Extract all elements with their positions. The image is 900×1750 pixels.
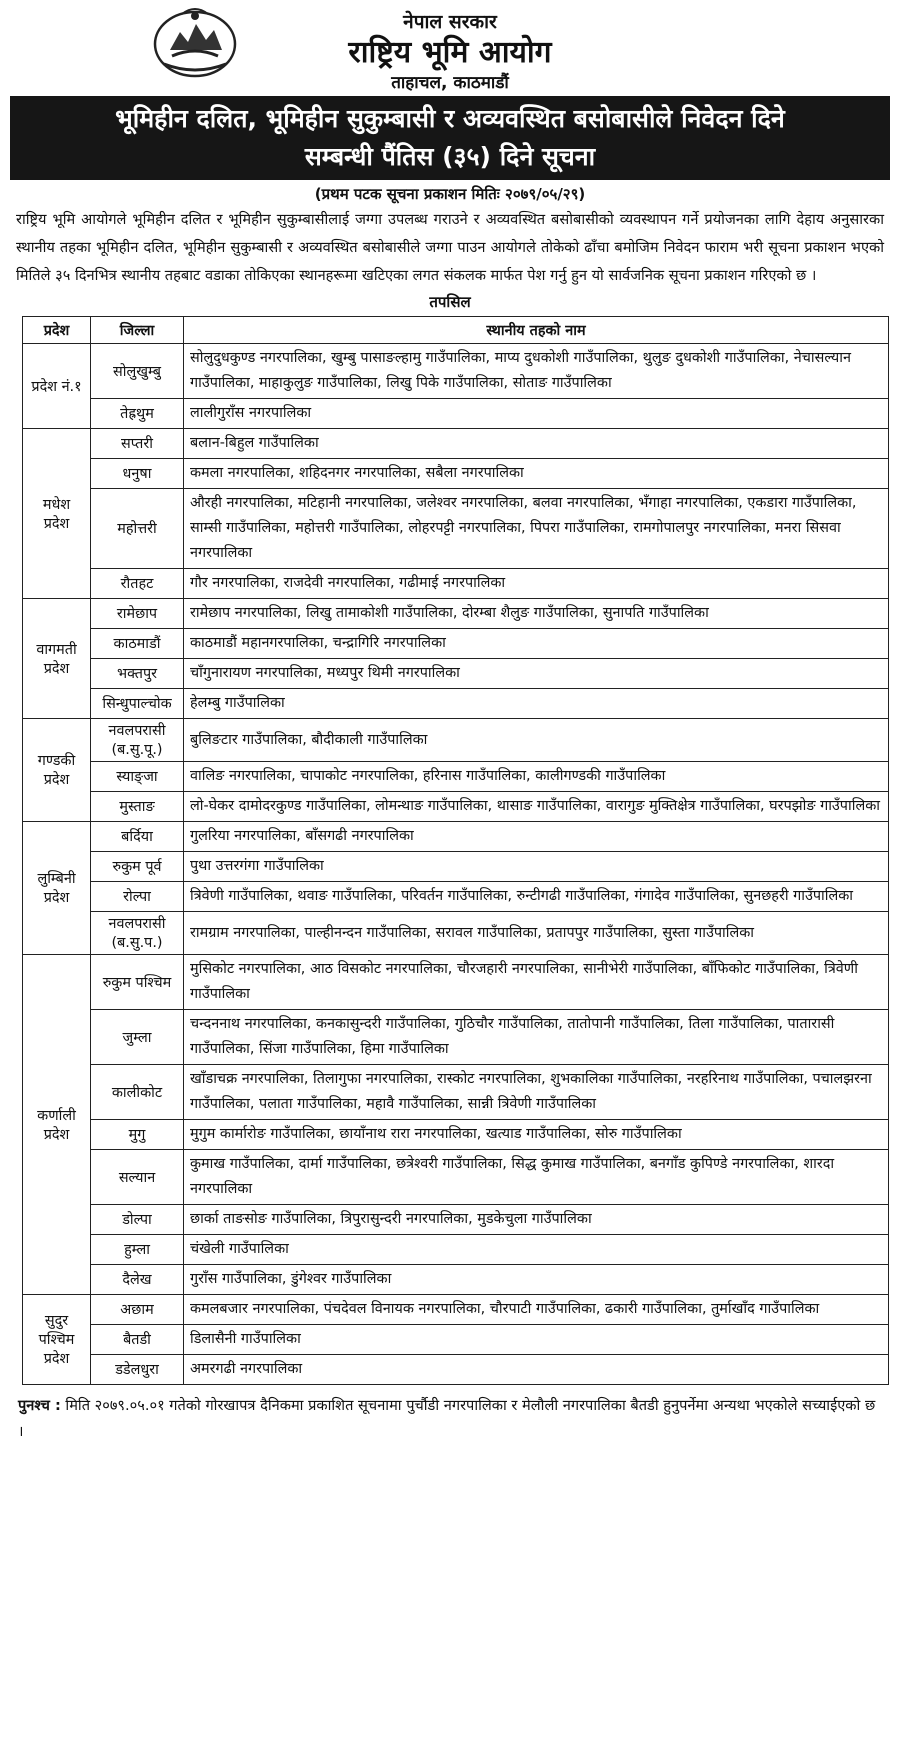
local-levels-cell: रामेछाप नगरपालिका, लिखु तामाकोशी गाउँपालिका, दोरम्बा शैलुङ गाउँपालिका, सुनापति गाउँपालिका xyxy=(184,599,889,629)
local-levels-cell: औरही नगरपालिका, मटिहानी नगरपालिका, जलेश्वर नगरपालिका, बलवा नगरपालिका, भँगाहा नगरपालिका, एकडारा गाउँपालिका, साम्सी गाउँपालिका, महोत्तरी गाउँपालिका, लोहरपट्टी नगरपालिका, पिपरा गाउँपालिका, रामगोपालपुर नगरपालिका, मनरा सिसवा नगरपालिका xyxy=(184,489,889,569)
table-row xyxy=(23,1120,889,1150)
intro-paragraph: राष्ट्रिय भूमि आयोगले भूमिहीन दलित र भूमिहीन सुकुम्बासीलाई जग्गा उपलब्ध गराउने र अव्यवस्थित बसोबासीको व्यवस्थापन गर्ने प्रयोजनका लागि देहाय अनुसारका स्थानीय तहका भूमिहीन दलित, भूमिहीन सुकुम्बासी र अव्यवस्थित बसोबासीले जग्गा पाउन आयोगले तोकेको ढाँचा बमोजिम निवेदन फाराम भरी सूचना प्रकाशन भएको मितिले ३५ दिनभित्र स्थानीय तहबाट वडाका तोकिएका स्थानहरूमा खटिएका लगत संकलक मार्फत पेश गर्नु हुन यो सार्वजनिक सूचना प्रकाशन गरिएको छ । xyxy=(16,211,884,284)
local-levels-cell: चंखेली गाउँपालिका xyxy=(184,1235,889,1265)
table-row xyxy=(23,659,889,689)
province-cell: सुदुर पश्चिम प्रदेश xyxy=(23,1295,91,1385)
local-levels-cell: छार्का ताङसोङ गाउँपालिका, त्रिपुरासुन्दरी नगरपालिका, मुडकेचुला गाउँपालिका xyxy=(184,1205,889,1235)
table-row xyxy=(23,489,889,569)
table-row xyxy=(23,1205,889,1235)
local-levels-cell: वालिङ नगरपालिका, चापाकोट नगरपालिका, हरिनास गाउँपालिका, कालीगण्डकी गाउँपालिका xyxy=(184,762,889,792)
district-cell: तेह्रथुम xyxy=(91,399,184,429)
table-body xyxy=(23,344,889,1385)
district-cell: सल्यान xyxy=(91,1150,184,1205)
district-cell: धनुषा xyxy=(91,459,184,489)
notice-title-line-1: भूमिहीन दलित, भूमिहीन सुकुम्बासी र अव्यवस्थित बसोबासीले निवेदन दिने xyxy=(115,104,785,133)
province-cell: प्रदेश नं.१ xyxy=(23,344,91,429)
table-row xyxy=(23,429,889,459)
province-cell: गण्डकी प्रदेश xyxy=(23,719,91,822)
table-row xyxy=(23,399,889,429)
local-levels-cell: काठमाडौं महानगरपालिका, चन्द्रागिरि नगरपालिका xyxy=(184,629,889,659)
local-levels-cell: कमला नगरपालिका, शहिदनगर नगरपालिका, सबैला नगरपालिका xyxy=(184,459,889,489)
district-cell: रुकुम पूर्व xyxy=(91,852,184,882)
local-levels-cell: चाँगुनारायण नगरपालिका, मध्यपुर थिमी नगरपालिका xyxy=(184,659,889,689)
table-row xyxy=(23,569,889,599)
table-row xyxy=(23,762,889,792)
notice-title-banner xyxy=(10,96,890,180)
government-name: नेपाल सरकार xyxy=(403,11,497,33)
district-cell: भक्तपुर xyxy=(91,659,184,689)
table-row xyxy=(23,1265,889,1295)
province-cell: वागमती प्रदेश xyxy=(23,599,91,719)
local-levels-cell: कमलबजार नगरपालिका, पंचदेवल विनायक नगरपालिका, चौरपाटी गाउँपालिका, ढकारी गाउँपालिका, तुर्माखाँद गाउँपालिका xyxy=(184,1295,889,1325)
local-levels-table xyxy=(22,316,889,1385)
district-cell: बैतडी xyxy=(91,1325,184,1355)
province-cell: मधेश प्रदेश xyxy=(23,429,91,599)
district-cell: जुम्ला xyxy=(91,1010,184,1065)
district-cell: रामेछाप xyxy=(91,599,184,629)
district-cell: स्याङ्जा xyxy=(91,762,184,792)
table-row xyxy=(23,882,889,912)
district-cell: महोत्तरी xyxy=(91,489,184,569)
district-cell: कालीकोट xyxy=(91,1065,184,1120)
table-row xyxy=(23,1355,889,1385)
local-levels-cell: गुलरिया नगरपालिका, बाँसगढी नगरपालिका xyxy=(184,822,889,852)
district-cell: डडेलधुरा xyxy=(91,1355,184,1385)
local-levels-cell: पुथा उत्तरगंगा गाउँपालिका xyxy=(184,852,889,882)
postscript-text: मिति २०७९.०५.०१ गतेको गोरखापत्र दैनिकमा प्रकाशित सूचनामा पुर्चौडी नगरपालिका र मेलौली नगरपालिका बैतडी हुनुपर्नेमा अन्यथा भएकोले सच्याईएको छ । xyxy=(18,1397,876,1440)
district-cell: नवलपरासी (ब.सु.प.) xyxy=(91,912,184,955)
header xyxy=(10,0,890,96)
notice-title-line-2: सम्बन्धी पैंतिस (३५) दिने सूचना xyxy=(304,142,596,171)
local-levels-cell: बलान-बिहुल गाउँपालिका xyxy=(184,429,889,459)
table-row xyxy=(23,689,889,719)
local-levels-cell: अमरगढी नगरपालिका xyxy=(184,1355,889,1385)
district-cell: हुम्ला xyxy=(91,1235,184,1265)
table-row xyxy=(23,459,889,489)
district-cell: मुस्ताङ xyxy=(91,792,184,822)
district-cell: सिन्धुपाल्चोक xyxy=(91,689,184,719)
table-row xyxy=(23,792,889,822)
table-row xyxy=(23,822,889,852)
table-row xyxy=(23,344,889,399)
local-levels-cell: लालीगुराँस नगरपालिका xyxy=(184,399,889,429)
district-cell: रौतहट xyxy=(91,569,184,599)
local-levels-cell: हेलम्बु गाउँपालिका xyxy=(184,689,889,719)
district-cell: बर्दिया xyxy=(91,822,184,852)
local-levels-cell: त्रिवेणी गाउँपालिका, थवाङ गाउँपालिका, परिवर्तन गाउँपालिका, रुन्टीगढी गाउँपालिका, गंगादेव गाउँपालिका, सुनछहरी गाउँपालिका xyxy=(184,882,889,912)
table-row xyxy=(23,912,889,955)
table-row xyxy=(23,719,889,762)
district-cell: नवलपरासी (ब.सु.पू.) xyxy=(91,719,184,762)
table-row xyxy=(23,1010,889,1065)
local-levels-cell: बुलिङटार गाउँपालिका, बौदीकाली गाउँपालिका xyxy=(184,719,889,762)
district-cell: अछाम xyxy=(91,1295,184,1325)
table-row xyxy=(23,629,889,659)
table-row xyxy=(23,1235,889,1265)
table-row xyxy=(23,1065,889,1120)
district-cell: दैलेख xyxy=(91,1265,184,1295)
publication-date: (प्रथम पटक सूचना प्रकाशन मितिः २०७९/०५/२९) xyxy=(314,185,586,203)
organization-name: राष्ट्रिय भूमि आयोग xyxy=(348,35,552,70)
header-province: प्रदेश xyxy=(23,317,91,344)
district-cell: रोल्पा xyxy=(91,882,184,912)
header-district: जिल्ला xyxy=(91,317,184,344)
header-local-level: स्थानीय तहको नाम xyxy=(184,317,889,344)
district-cell: काठमाडौं xyxy=(91,629,184,659)
organization-address: ताहाचल, काठमाडौं xyxy=(391,73,509,93)
postscript-note xyxy=(18,1393,882,1445)
district-cell: डोल्पा xyxy=(91,1205,184,1235)
local-levels-cell: चन्दननाथ नगरपालिका, कनकासुन्दरी गाउँपालिका, गुठिचौर गाउँपालिका, तातोपानी गाउँपालिका, तिला गाउँपालिका, पातारासी गाउँपालिका, सिंजा गाउँपालिका, हिमा गाउँपालिका xyxy=(184,1010,889,1065)
local-levels-cell: गौर नगरपालिका, राजदेवी नगरपालिका, गढीमाई नगरपालिका xyxy=(184,569,889,599)
table-header-row xyxy=(23,317,889,344)
district-cell: सप्तरी xyxy=(91,429,184,459)
local-levels-cell: रामग्राम नगरपालिका, पाल्हीनन्दन गाउँपालिका, सरावल गाउँपालिका, प्रतापपुर गाउँपालिका, सुस्ता गाउँपालिका xyxy=(184,912,889,955)
province-cell: कर्णाली प्रदेश xyxy=(23,955,91,1295)
local-levels-cell: गुराँस गाउँपालिका, डुंगेश्वर गाउँपालिका xyxy=(184,1265,889,1295)
local-levels-cell: मुसिकोट नगरपालिका, आठ विसकोट नगरपालिका, चौरजहारी नगरपालिका, सानीभेरी गाउँपालिका, बाँफिकोट गाउँपालिका, त्रिवेणी गाउँपालिका xyxy=(184,955,889,1010)
table-row xyxy=(23,1150,889,1205)
table-row xyxy=(23,1325,889,1355)
province-cell: लुम्बिनी प्रदेश xyxy=(23,822,91,955)
local-levels-cell: कुमाख गाउँपालिका, दार्मा गाउँपालिका, छत्रेश्वरी गाउँपालिका, सिद्ध कुमाख गाउँपालिका, बनगाँड कुपिण्डे नगरपालिका, शारदा नगरपालिका xyxy=(184,1150,889,1205)
local-levels-cell: मुगुम कार्मारोङ गाउँपालिका, छायाँनाथ रारा नगरपालिका, खत्याड गाउँपालिका, सोरु गाउँपालिका xyxy=(184,1120,889,1150)
local-levels-cell: डिलासैनी गाउँपालिका xyxy=(184,1325,889,1355)
district-cell: सोलुखुम्बु xyxy=(91,344,184,399)
postscript-label: पुनश्च : xyxy=(18,1397,61,1414)
district-cell: मुगु xyxy=(91,1120,184,1150)
table-row xyxy=(23,1295,889,1325)
district-cell: रुकुम पश्चिम xyxy=(91,955,184,1010)
local-levels-cell: लो-घेकर दामोदरकुण्ड गाउँपालिका, लोमन्थाङ गाउँपालिका, थासाङ गाउँपालिका, वारागुङ मुक्तिक्षेत्र गाउँपालिका, घरपझोङ गाउँपालिका xyxy=(184,792,889,822)
local-levels-cell: सोलुदुधकुण्ड नगरपालिका, खुम्बु पासाङल्हामु गाउँपालिका, माप्य दुधकोशी गाउँपालिका, थुलुङ दुधकोशी गाउँपालिका, नेचासल्यान गाउँपालिका, माहाकुलुङ गाउँपालिका, लिखु पिके गाउँपालिका, सोताङ गाउँपालिका xyxy=(184,344,889,399)
table-row xyxy=(23,955,889,1010)
local-levels-cell: खाँडाचक्र नगरपालिका, तिलागुफा नगरपालिका, रास्कोट नगरपालिका, शुभकालिका गाउँपालिका, नरहरिनाथ गाउँपालिका, पचालझरना गाउँपालिका, पलाता गाउँपालिका, महावै गाउँपालिका, सान्नी त्रिवेणी गाउँपालिका xyxy=(184,1065,889,1120)
schedule-heading: तपसिल xyxy=(429,293,471,311)
table-row xyxy=(23,599,889,629)
table-row xyxy=(23,852,889,882)
